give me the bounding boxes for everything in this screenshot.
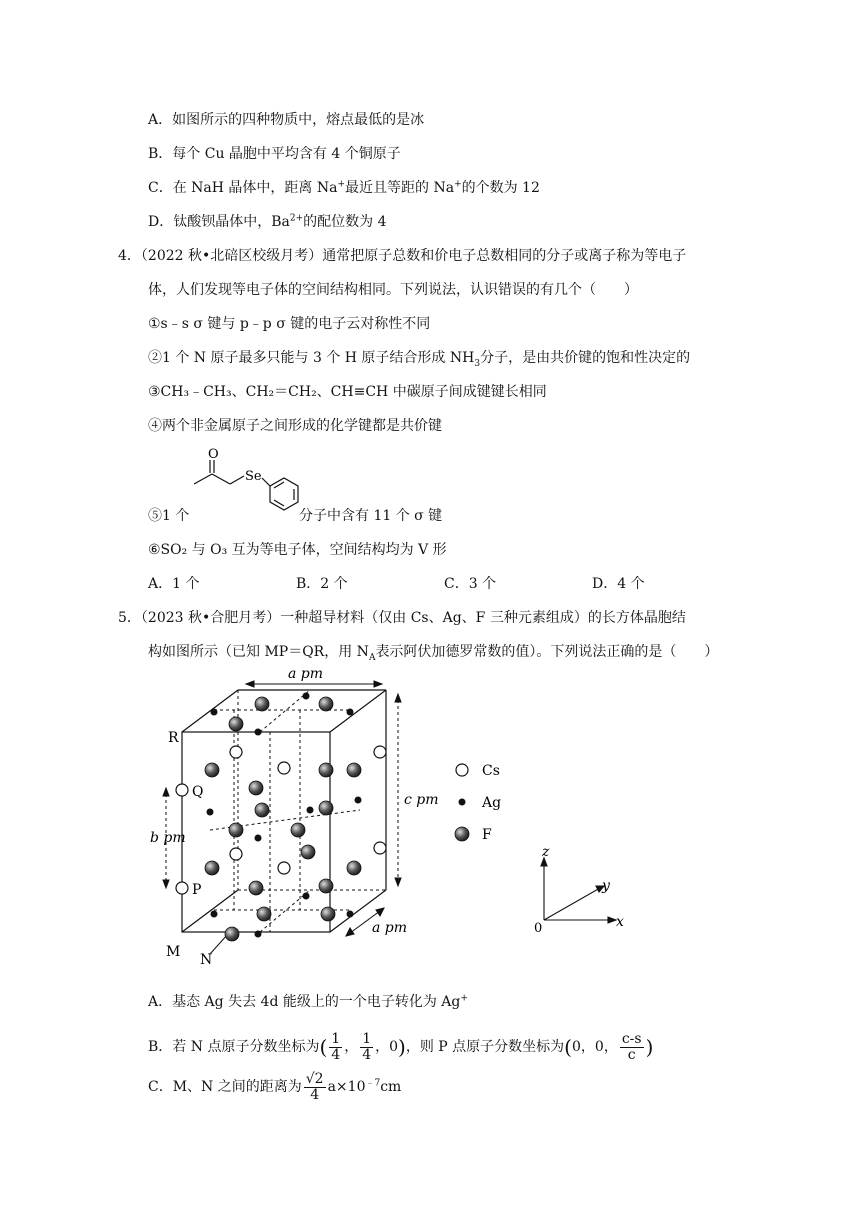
axis-x-label: x <box>616 914 624 930</box>
q3-option-d: D．钛酸钡晶体中，$Ba^{2+}$的配位数为 4 <box>148 213 387 230</box>
fraction-c-minus-s-over-c: $\frac{c-s}{c}$ <box>621 1030 642 1063</box>
label-a-top: a pm <box>288 666 324 682</box>
molecule-structure <box>188 446 304 524</box>
q4-stem-line1: 4．（2022 秋•北碚区校级月考）通常把原子总数和价电子总数相同的分子或离子称为等电子 <box>118 248 687 264</box>
fraction-one-quarter-b: $\frac{1}{4}$ <box>362 1030 372 1063</box>
q4-option-a: A．1 个 <box>148 576 200 592</box>
q4-option-b: B．2 个 <box>296 576 348 592</box>
q5-option-b: B．若 N 点原子分数坐标为( $\frac{1}{4}$ ， $\frac{1}{4}$ ，0)，则 P 点原子分数坐标为(0，0， $\frac{c-s}{c}$ ) <box>148 1030 654 1063</box>
q4-statement-2: ②1 个 N 原子最多只能与 3 个 H 原子结合形成 $NH_3$分子，是由共价键的饱和性决定的 <box>148 350 691 369</box>
q4-statement-1: ①s﹣s σ 键与 p﹣p σ 键的电子云对称性不同 <box>148 316 431 332</box>
q3-option-b: B．每个 Cu 晶胞中平均含有 4 个铜原子 <box>148 146 401 162</box>
oxygen-label: O <box>208 447 219 462</box>
axis-y-label: y <box>602 878 610 894</box>
axis-z-label: z <box>542 844 550 860</box>
point-Q: Q <box>192 784 204 800</box>
q4-option-c: C．3 个 <box>444 576 497 592</box>
q5-stem-line1: 5．（2023 秋•合肥月考）一种超导材料（仅由 Cs、Ag、F 三种元素组成）的长方体晶胞结 <box>118 610 686 626</box>
fraction-sqrt2-over-4: $\frac{√2}{4}$ <box>305 1070 324 1103</box>
legend-cs-marker <box>456 764 468 776</box>
crystal-cell-figure <box>150 664 670 964</box>
q3-option-a: A．如图所示的四种物质中，熔点最低的是冰 <box>148 112 425 128</box>
q3-option-c: C．在 NaH 晶体中，距离 Na+最近且等距的 Na+的个数为 12 <box>148 179 540 196</box>
legend-f-marker <box>455 827 469 841</box>
axis-origin-label: 0 <box>534 921 543 936</box>
q4-statement-5-pre: ⑤1 个 <box>148 508 190 524</box>
point-N: N <box>200 952 213 964</box>
label-a-side: a pm <box>372 920 408 936</box>
legend-ag-label: Ag <box>482 795 502 811</box>
q4-statement-3: ③CH₃﹣CH₃、CH₂＝CH₂、CH≡CH 中碳原子间成键键长相同 <box>148 384 547 400</box>
point-P: P <box>192 882 202 898</box>
legend-f-label: F <box>482 827 492 843</box>
label-b: b pm <box>150 830 186 846</box>
fraction-one-quarter-a: $\frac{1}{4}$ <box>331 1030 341 1063</box>
q4-statement-6: ⑥SO₂ 与 O₃ 互为等电子体，空间结构均为 V 形 <box>148 542 447 558</box>
point-M: M <box>166 944 181 960</box>
q5-option-a: A．基态 Ag 失去 4d 能级上的一个电子转化为 Ag+ <box>148 993 468 1010</box>
q4-statement-4: ④两个非金属原子之间形成的化学键都是共价键 <box>148 418 442 434</box>
label-c: c pm <box>404 792 439 808</box>
q4-option-d: D．4 个 <box>592 576 645 592</box>
q4-statement-5-post: 分子中含有 11 个 σ 键 <box>299 508 443 524</box>
legend-cs-label: Cs <box>482 763 500 779</box>
selenium-label: Se <box>245 469 262 484</box>
q5-stem-line2: 构如图所示（已知 MP＝QR，用 $N_A$表示阿伏加德罗常数的值）。下列说法正确的是（ ） <box>148 644 719 663</box>
point-R: R <box>168 730 179 746</box>
q5-option-c: C．M、N 之间的距离为 $\frac{√2}{4}$ $a\times 10^{﹣7}cm$ <box>148 1070 402 1103</box>
legend-ag-marker <box>459 799 466 806</box>
q4-stem-line2: 体，人们发现等电子体的空间结构相同。下列说法，认识错误的有几个（ ） <box>148 282 638 298</box>
